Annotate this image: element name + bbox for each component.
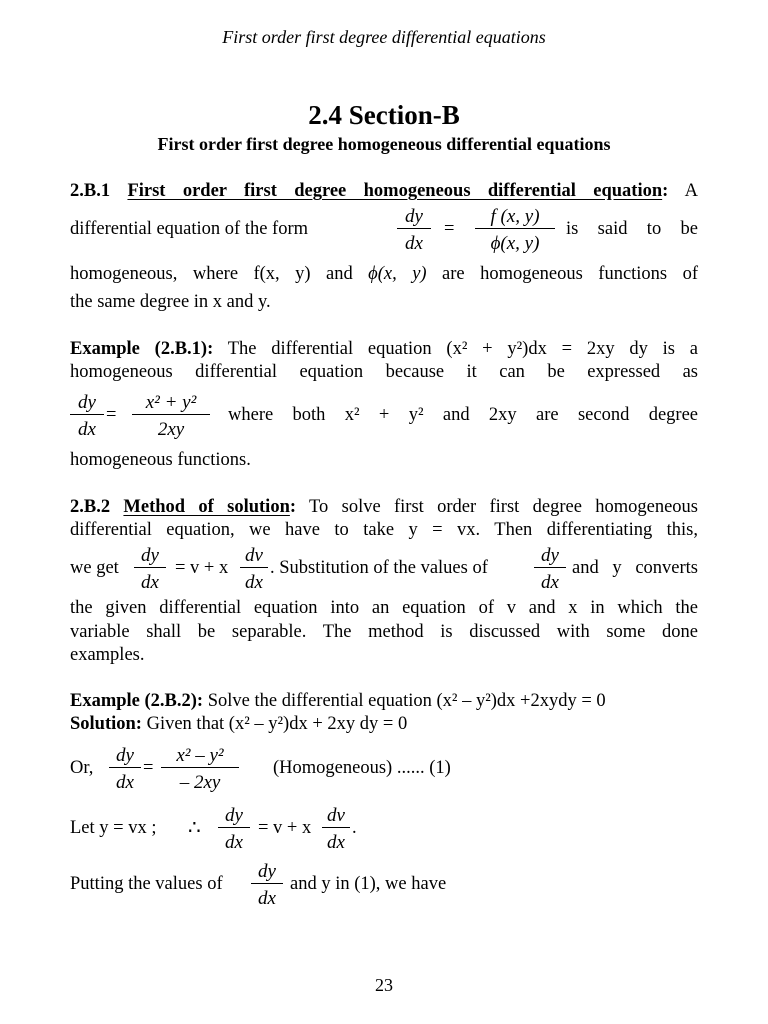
or-label: Or,	[70, 758, 94, 778]
ex2-frac-dydx-2: $\frac{dy}{dx}$	[218, 805, 250, 854]
let-line: Let y = vx ;	[70, 818, 157, 838]
s1-line2-tail: is said to be	[566, 219, 698, 239]
solution-label: Solution:	[70, 714, 142, 734]
ex2-frac-rhs: $\frac{\text{x² – y²}}{- 2xy}$	[161, 745, 239, 794]
running-header: First order first degree differential equations	[222, 27, 546, 47]
s2-vx: = v + x	[175, 558, 229, 578]
s2-line-5: variable shall be separable. The method is discussed with some done	[70, 622, 698, 642]
ex1-line-3: where both x² + y² and 2xy are second degree	[228, 405, 698, 425]
s1-equals: =	[444, 219, 455, 239]
putting-tail: and y in (1), we have	[290, 874, 447, 894]
phi-inline: ϕ(x, y)	[368, 264, 427, 284]
ex2-frac-dydx-3: $\frac{dy}{dx}$	[251, 861, 283, 910]
s2-line3-mid: . Substitution of the values of	[270, 558, 488, 578]
section-title: 2.4 Section-B	[308, 100, 460, 130]
homogeneous-note: (Homogeneous) ...... (1)	[273, 758, 451, 778]
s2-frac-dydx: $\frac{dy}{dx}$	[134, 545, 166, 594]
ex2-solution-line: Solution: Given that (x² – y²)dx + 2xy dy = 0	[70, 714, 408, 734]
ex1-label: Example (2.B.1):	[70, 339, 214, 359]
section-subtitle: First order first degree homogeneous differential equations	[157, 134, 611, 154]
s1-line2-lead: differential equation of the form	[70, 219, 309, 239]
ex2-line-1: Example (2.B.2): Solve the differential equation (x² – y²)dx +2xydy = 0	[70, 691, 606, 711]
s1-line1-tail: A	[684, 181, 699, 201]
putting-lead: Putting the values of	[70, 874, 223, 894]
s1-line-3: homogeneous, where f(x, y) and ϕ(x, y) are homogeneous functions of	[70, 264, 698, 284]
s2-number: 2.B.2	[70, 497, 111, 517]
ex2-frac-dvdx: $\frac{dv}{dx}$	[322, 805, 350, 854]
ex1-line-1: Example (2.B.1): The differential equation (x² + y²)dx = 2xy dy is a	[70, 339, 699, 359]
ex2-label: Example (2.B.2):	[70, 691, 204, 711]
page-number: 23	[375, 975, 393, 995]
s1-frac-dydx: $\frac{dy}{dx}$	[397, 206, 431, 255]
s2-heading: Method of solution	[123, 497, 290, 517]
s2-line3-lead: we get	[70, 558, 119, 578]
ex2-vx: = v + x	[258, 818, 312, 838]
s2-frac-dydx-2: $\frac{dy}{dx}$	[534, 545, 566, 594]
therefore-symbol: ∴	[188, 817, 201, 839]
s1-line-4: the same degree in x and y.	[70, 292, 271, 312]
s1-heading: First order first degree homogeneous differential equation	[127, 181, 663, 201]
s1-line-1: 2.B.1 First order first degree homogeneous differential equation: A	[70, 181, 699, 201]
s1-frac-f-phi: $\frac{f (x, y)}{\phi(x, y)}$	[475, 206, 555, 255]
ex2-period: .	[352, 818, 357, 838]
ex1-frac-rhs: $\frac{\text{x² + y²}}{2xy}$	[132, 392, 210, 441]
s2-line-2: differential equation, we have to take y = vx. Then differentiating this,	[70, 520, 698, 540]
ex2-frac-dydx: $\frac{dy}{dx}$	[109, 745, 141, 794]
s2-line-4: the given differential equation into an equation of v and x in which the	[70, 598, 698, 618]
s2-line-6: examples.	[70, 645, 145, 665]
s2-line-1: 2.B.2 Method of solution: To solve first order first degree homogeneous	[70, 497, 699, 517]
s2-frac-dvdx: $\frac{dv}{dx}$	[240, 545, 268, 594]
s1-number: 2.B.1	[70, 181, 111, 201]
s2-line3-tail: and y converts	[572, 558, 698, 578]
ex1-equals: =	[106, 405, 117, 425]
ex1-frac-dydx: $\frac{dy}{dx}$	[70, 392, 104, 441]
ex2-equals: =	[143, 758, 154, 778]
ex1-line-4: homogeneous functions.	[70, 450, 251, 470]
ex1-line-2: homogeneous differential equation because it can be expressed as	[70, 362, 698, 382]
